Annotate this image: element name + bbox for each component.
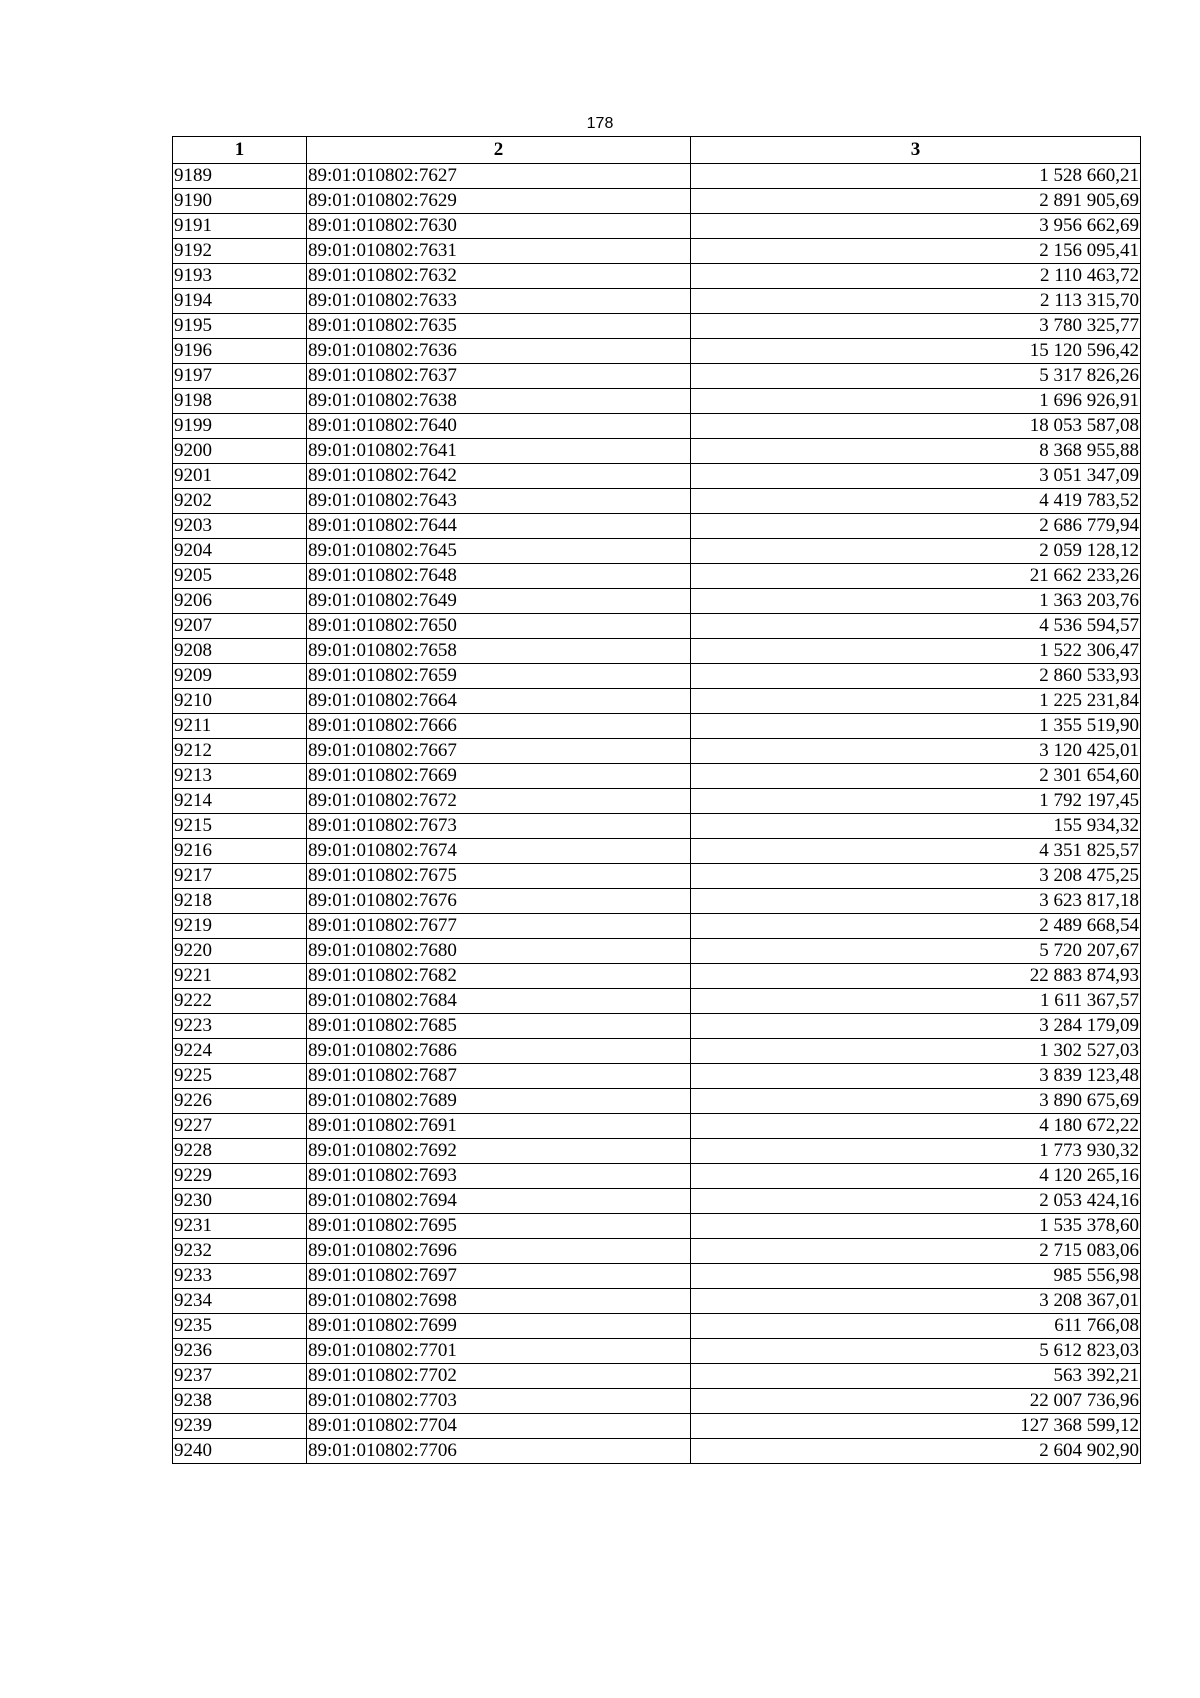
value-cell: 155 934,32 xyxy=(691,814,1141,839)
row-number-cell: 9223 xyxy=(173,1014,307,1039)
cadastral-number-cell: 89:01:010802:7650 xyxy=(307,614,691,639)
row-number-cell: 9232 xyxy=(173,1239,307,1264)
row-number-cell: 9191 xyxy=(173,214,307,239)
table-row xyxy=(173,989,1141,1014)
table-row xyxy=(173,1339,1141,1364)
table-row xyxy=(173,189,1141,214)
value-cell: 3 839 123,48 xyxy=(691,1064,1141,1089)
value-cell: 2 110 463,72 xyxy=(691,264,1141,289)
column-header-1: 1 xyxy=(173,137,307,164)
value-cell: 15 120 596,42 xyxy=(691,339,1141,364)
cadastral-number-cell: 89:01:010802:7706 xyxy=(307,1439,691,1464)
table-row xyxy=(173,589,1141,614)
value-cell: 3 780 325,77 xyxy=(691,314,1141,339)
cadastral-number-cell: 89:01:010802:7648 xyxy=(307,564,691,589)
cadastral-number-cell: 89:01:010802:7704 xyxy=(307,1414,691,1439)
row-number-cell: 9196 xyxy=(173,339,307,364)
cadastral-number-cell: 89:01:010802:7677 xyxy=(307,914,691,939)
row-number-cell: 9195 xyxy=(173,314,307,339)
cadastral-number-cell: 89:01:010802:7636 xyxy=(307,339,691,364)
row-number-cell: 9219 xyxy=(173,914,307,939)
row-number-cell: 9226 xyxy=(173,1089,307,1114)
value-cell: 4 120 265,16 xyxy=(691,1164,1141,1189)
cadastral-number-cell: 89:01:010802:7669 xyxy=(307,764,691,789)
table-row xyxy=(173,1039,1141,1064)
value-cell: 18 053 587,08 xyxy=(691,414,1141,439)
cadastral-number-cell: 89:01:010802:7675 xyxy=(307,864,691,889)
value-cell: 985 556,98 xyxy=(691,1264,1141,1289)
table-row xyxy=(173,664,1141,689)
table-row xyxy=(173,314,1141,339)
cadastral-number-cell: 89:01:010802:7695 xyxy=(307,1214,691,1239)
value-cell: 2 113 315,70 xyxy=(691,289,1141,314)
row-number-cell: 9208 xyxy=(173,639,307,664)
table-row xyxy=(173,1364,1141,1389)
row-number-cell: 9204 xyxy=(173,539,307,564)
cadastral-number-cell: 89:01:010802:7632 xyxy=(307,264,691,289)
cadastral-number-cell: 89:01:010802:7692 xyxy=(307,1139,691,1164)
cadastral-number-cell: 89:01:010802:7687 xyxy=(307,1064,691,1089)
row-number-cell: 9211 xyxy=(173,714,307,739)
table-row xyxy=(173,1314,1141,1339)
row-number-cell: 9220 xyxy=(173,939,307,964)
value-cell: 2 156 095,41 xyxy=(691,239,1141,264)
row-number-cell: 9237 xyxy=(173,1364,307,1389)
table-row xyxy=(173,339,1141,364)
table-row xyxy=(173,889,1141,914)
row-number-cell: 9231 xyxy=(173,1214,307,1239)
value-cell: 563 392,21 xyxy=(691,1364,1141,1389)
table-body xyxy=(173,164,1141,1464)
table-row xyxy=(173,414,1141,439)
table-row xyxy=(173,914,1141,939)
cadastral-number-cell: 89:01:010802:7630 xyxy=(307,214,691,239)
value-cell: 2 715 083,06 xyxy=(691,1239,1141,1264)
cadastral-number-cell: 89:01:010802:7637 xyxy=(307,364,691,389)
value-cell: 22 007 736,96 xyxy=(691,1389,1141,1414)
registry-table xyxy=(172,136,1141,1464)
value-cell: 2 686 779,94 xyxy=(691,514,1141,539)
cadastral-number-cell: 89:01:010802:7684 xyxy=(307,989,691,1014)
cadastral-number-cell: 89:01:010802:7702 xyxy=(307,1364,691,1389)
table-row xyxy=(173,489,1141,514)
table-row xyxy=(173,1164,1141,1189)
table-row xyxy=(173,1439,1141,1464)
value-cell: 2 301 654,60 xyxy=(691,764,1141,789)
table-row xyxy=(173,639,1141,664)
row-number-cell: 9194 xyxy=(173,289,307,314)
cadastral-number-cell: 89:01:010802:7686 xyxy=(307,1039,691,1064)
value-cell: 1 363 203,76 xyxy=(691,589,1141,614)
row-number-cell: 9199 xyxy=(173,414,307,439)
table-row xyxy=(173,564,1141,589)
table-header xyxy=(173,137,1141,164)
value-cell: 1 522 306,47 xyxy=(691,639,1141,664)
table-row xyxy=(173,214,1141,239)
value-cell: 1 528 660,21 xyxy=(691,164,1141,189)
value-cell: 3 208 475,25 xyxy=(691,864,1141,889)
value-cell: 3 208 367,01 xyxy=(691,1289,1141,1314)
value-cell: 4 536 594,57 xyxy=(691,614,1141,639)
table-row xyxy=(173,939,1141,964)
row-number-cell: 9215 xyxy=(173,814,307,839)
row-number-cell: 9189 xyxy=(173,164,307,189)
table-row xyxy=(173,1114,1141,1139)
row-number-cell: 9213 xyxy=(173,764,307,789)
row-number-cell: 9218 xyxy=(173,889,307,914)
row-number-cell: 9236 xyxy=(173,1339,307,1364)
cadastral-number-cell: 89:01:010802:7667 xyxy=(307,739,691,764)
row-number-cell: 9234 xyxy=(173,1289,307,1314)
row-number-cell: 9203 xyxy=(173,514,307,539)
value-cell: 1 355 519,90 xyxy=(691,714,1141,739)
table-row xyxy=(173,439,1141,464)
value-cell: 1 792 197,45 xyxy=(691,789,1141,814)
table-row xyxy=(173,389,1141,414)
table-row xyxy=(173,614,1141,639)
value-cell: 1 773 930,32 xyxy=(691,1139,1141,1164)
table-row xyxy=(173,964,1141,989)
table-row xyxy=(173,514,1141,539)
row-number-cell: 9229 xyxy=(173,1164,307,1189)
cadastral-number-cell: 89:01:010802:7676 xyxy=(307,889,691,914)
value-cell: 611 766,08 xyxy=(691,1314,1141,1339)
row-number-cell: 9198 xyxy=(173,389,307,414)
table-row xyxy=(173,689,1141,714)
row-number-cell: 9227 xyxy=(173,1114,307,1139)
cadastral-number-cell: 89:01:010802:7627 xyxy=(307,164,691,189)
table-row xyxy=(173,1014,1141,1039)
table-row xyxy=(173,1139,1141,1164)
value-cell: 3 284 179,09 xyxy=(691,1014,1141,1039)
row-number-cell: 9235 xyxy=(173,1314,307,1339)
value-cell: 5 612 823,03 xyxy=(691,1339,1141,1364)
table-row xyxy=(173,264,1141,289)
cadastral-number-cell: 89:01:010802:7640 xyxy=(307,414,691,439)
row-number-cell: 9190 xyxy=(173,189,307,214)
value-cell: 1 535 378,60 xyxy=(691,1214,1141,1239)
value-cell: 5 720 207,67 xyxy=(691,939,1141,964)
cadastral-number-cell: 89:01:010802:7680 xyxy=(307,939,691,964)
row-number-cell: 9216 xyxy=(173,839,307,864)
table-row xyxy=(173,239,1141,264)
cadastral-number-cell: 89:01:010802:7666 xyxy=(307,714,691,739)
table-row xyxy=(173,289,1141,314)
value-cell: 3 890 675,69 xyxy=(691,1089,1141,1114)
row-number-cell: 9206 xyxy=(173,589,307,614)
cadastral-number-cell: 89:01:010802:7673 xyxy=(307,814,691,839)
cadastral-number-cell: 89:01:010802:7672 xyxy=(307,789,691,814)
row-number-cell: 9217 xyxy=(173,864,307,889)
cadastral-number-cell: 89:01:010802:7691 xyxy=(307,1114,691,1139)
table-row xyxy=(173,539,1141,564)
cadastral-number-cell: 89:01:010802:7694 xyxy=(307,1189,691,1214)
value-cell: 3 120 425,01 xyxy=(691,739,1141,764)
row-number-cell: 9197 xyxy=(173,364,307,389)
table-row xyxy=(173,739,1141,764)
table-row xyxy=(173,789,1141,814)
value-cell: 4 351 825,57 xyxy=(691,839,1141,864)
cadastral-number-cell: 89:01:010802:7685 xyxy=(307,1014,691,1039)
table-row xyxy=(173,764,1141,789)
value-cell: 127 368 599,12 xyxy=(691,1414,1141,1439)
table-row xyxy=(173,464,1141,489)
value-cell: 3 623 817,18 xyxy=(691,889,1141,914)
row-number-cell: 9214 xyxy=(173,789,307,814)
cadastral-number-cell: 89:01:010802:7643 xyxy=(307,489,691,514)
value-cell: 1 225 231,84 xyxy=(691,689,1141,714)
value-cell: 22 883 874,93 xyxy=(691,964,1141,989)
row-number-cell: 9221 xyxy=(173,964,307,989)
page-number: 178 xyxy=(586,115,614,132)
cadastral-number-cell: 89:01:010802:7645 xyxy=(307,539,691,564)
cadastral-number-cell: 89:01:010802:7649 xyxy=(307,589,691,614)
cadastral-number-cell: 89:01:010802:7633 xyxy=(307,289,691,314)
value-cell: 2 860 533,93 xyxy=(691,664,1141,689)
table-row xyxy=(173,839,1141,864)
row-number-cell: 9200 xyxy=(173,439,307,464)
row-number-cell: 9240 xyxy=(173,1439,307,1464)
table-row xyxy=(173,1389,1141,1414)
value-cell: 2 891 905,69 xyxy=(691,189,1141,214)
row-number-cell: 9225 xyxy=(173,1064,307,1089)
cadastral-number-cell: 89:01:010802:7701 xyxy=(307,1339,691,1364)
cadastral-number-cell: 89:01:010802:7674 xyxy=(307,839,691,864)
row-number-cell: 9193 xyxy=(173,264,307,289)
cadastral-number-cell: 89:01:010802:7703 xyxy=(307,1389,691,1414)
cadastral-number-cell: 89:01:010802:7631 xyxy=(307,239,691,264)
row-number-cell: 9207 xyxy=(173,614,307,639)
column-header-2: 2 xyxy=(307,137,691,164)
table-row xyxy=(173,164,1141,189)
table-row xyxy=(173,1189,1141,1214)
value-cell: 3 956 662,69 xyxy=(691,214,1141,239)
table-row xyxy=(173,714,1141,739)
cadastral-number-cell: 89:01:010802:7659 xyxy=(307,664,691,689)
table-row xyxy=(173,364,1141,389)
value-cell: 1 611 367,57 xyxy=(691,989,1141,1014)
table-row xyxy=(173,1214,1141,1239)
value-cell: 2 489 668,54 xyxy=(691,914,1141,939)
table-row xyxy=(173,1239,1141,1264)
row-number-cell: 9202 xyxy=(173,489,307,514)
cadastral-number-cell: 89:01:010802:7682 xyxy=(307,964,691,989)
table-row xyxy=(173,1064,1141,1089)
row-number-cell: 9233 xyxy=(173,1264,307,1289)
row-number-cell: 9222 xyxy=(173,989,307,1014)
header-row xyxy=(173,137,1141,164)
value-cell: 5 317 826,26 xyxy=(691,364,1141,389)
table-row xyxy=(173,1289,1141,1314)
row-number-cell: 9230 xyxy=(173,1189,307,1214)
cadastral-number-cell: 89:01:010802:7635 xyxy=(307,314,691,339)
value-cell: 2 053 424,16 xyxy=(691,1189,1141,1214)
row-number-cell: 9201 xyxy=(173,464,307,489)
value-cell: 3 051 347,09 xyxy=(691,464,1141,489)
row-number-cell: 9205 xyxy=(173,564,307,589)
table-row xyxy=(173,1264,1141,1289)
table-row xyxy=(173,814,1141,839)
cadastral-number-cell: 89:01:010802:7664 xyxy=(307,689,691,714)
row-number-cell: 9238 xyxy=(173,1389,307,1414)
value-cell: 4 419 783,52 xyxy=(691,489,1141,514)
table-row xyxy=(173,864,1141,889)
row-number-cell: 9209 xyxy=(173,664,307,689)
row-number-cell: 9192 xyxy=(173,239,307,264)
cadastral-number-cell: 89:01:010802:7644 xyxy=(307,514,691,539)
value-cell: 2 604 902,90 xyxy=(691,1439,1141,1464)
value-cell: 21 662 233,26 xyxy=(691,564,1141,589)
cadastral-number-cell: 89:01:010802:7641 xyxy=(307,439,691,464)
value-cell: 4 180 672,22 xyxy=(691,1114,1141,1139)
row-number-cell: 9210 xyxy=(173,689,307,714)
cadastral-number-cell: 89:01:010802:7642 xyxy=(307,464,691,489)
cadastral-number-cell: 89:01:010802:7697 xyxy=(307,1264,691,1289)
value-cell: 1 302 527,03 xyxy=(691,1039,1141,1064)
cadastral-number-cell: 89:01:010802:7629 xyxy=(307,189,691,214)
cadastral-number-cell: 89:01:010802:7698 xyxy=(307,1289,691,1314)
cadastral-number-cell: 89:01:010802:7693 xyxy=(307,1164,691,1189)
table-row xyxy=(173,1089,1141,1114)
value-cell: 1 696 926,91 xyxy=(691,389,1141,414)
row-number-cell: 9228 xyxy=(173,1139,307,1164)
row-number-cell: 9239 xyxy=(173,1414,307,1439)
cadastral-number-cell: 89:01:010802:7689 xyxy=(307,1089,691,1114)
value-cell: 2 059 128,12 xyxy=(691,539,1141,564)
column-header-3: 3 xyxy=(691,137,1141,164)
cadastral-number-cell: 89:01:010802:7699 xyxy=(307,1314,691,1339)
value-cell: 8 368 955,88 xyxy=(691,439,1141,464)
cadastral-number-cell: 89:01:010802:7658 xyxy=(307,639,691,664)
cadastral-number-cell: 89:01:010802:7638 xyxy=(307,389,691,414)
cadastral-number-cell: 89:01:010802:7696 xyxy=(307,1239,691,1264)
row-number-cell: 9224 xyxy=(173,1039,307,1064)
table-row xyxy=(173,1414,1141,1439)
row-number-cell: 9212 xyxy=(173,739,307,764)
